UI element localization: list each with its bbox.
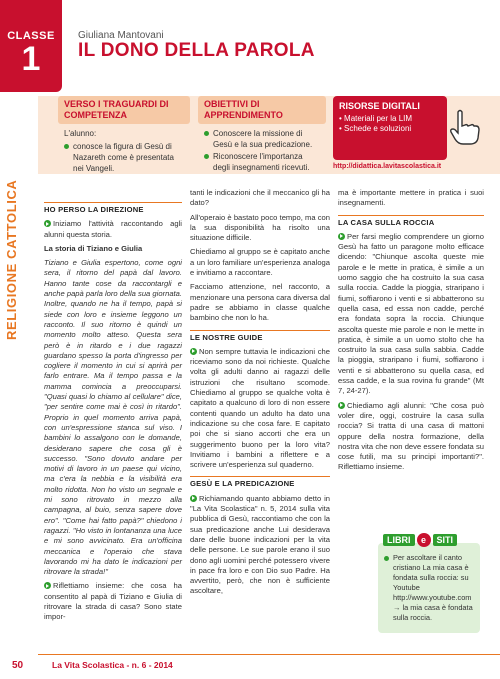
list-item [204, 128, 320, 150]
risorse-digitali-box[interactable] [333, 96, 447, 160]
arrow-icon [190, 348, 197, 355]
paragraph: Non sempre tuttavia le indicazioni che riceviamo sono da noi richieste. Qualche volta gli adulti danno ai ragazzi delle istruzioni che risultano scomode. Chiediamo al gruppo se qualche volta è capitato a qualcuno di loro di non essere contenti quando un adulto ha dato una indicazione su che cosa fare. E capitato poi che si siano accorti che era un suggerimento buono per la loro vita? Invitiamo i bambini a riflettere e a scrivere un'esperienza sul quaderno. [190, 346, 330, 470]
arrow-icon [338, 402, 345, 409]
paragraph: Chiediamo agli alunni: "Che cosa può voler dire, oggi, costruire la casa sulla roccia? Si tratta di una casa di mattoni oppure della nostra formazione, della nostra vita che non deve essere fondata su cose futili, ma su principi importanti?". Riflettiamo insieme. [338, 400, 484, 472]
libri-e-siti-box [378, 543, 480, 633]
page-footer [0, 654, 500, 679]
paragraph: Per farsi meglio comprendere un giorno Gesù ha fatto un paragone molto efficace dicendo: "Chiunque ascolta queste mie parole e le mette in pratica, è simile a un uomo saggio che ha costruito la sua casa sulla roccia. Cadde la pioggia, straripano i fiumi, soffiarono i venti e si abbatterono su quella casa, ed essa non cadde, perché era fondata sopra la roccia. Chiunque ascolta queste mie parole e non le mette in pratica, è simile a un uomo stolto che ha costruito la sua casa sulla sabbia. Cadde la pioggia, straripano i fiumi, soffiarono i venti e si abbatterono su quella casa, ed essa cadde, e la sua rovina fu grande" (Mt 7, 24-27). [338, 231, 484, 396]
section-heading: HO PERSO LA DIREZIONE [44, 202, 182, 215]
obiettivi-heading: OBIETTIVI DI APPRENDIMENTO [198, 96, 326, 124]
traguardi-body [58, 124, 190, 179]
bullet-icon [204, 154, 209, 159]
class-badge [0, 0, 62, 92]
paragraph: Riflettiamo insieme: che cosa ha consentito al papà di Tiziano e Giulia di ritrovare la strada di casa? Sono state impor- [44, 581, 182, 622]
obiettivi-body [198, 124, 326, 178]
obiettivi-item: Riconoscere l'importanza degli insegnamenti ricevuti. [213, 152, 310, 172]
section-heading: LA CASA SULLA ROCCIA [338, 215, 484, 228]
resource-link[interactable]: http://didattica.lavitascolastica.it [333, 163, 442, 170]
risorse-heading: RISORSE DIGITALI [339, 101, 420, 111]
list-item [64, 141, 184, 174]
obiettivi-box [198, 96, 326, 178]
paragraph: ma è importante mettere in pratica i suoi insegnamenti. [338, 188, 484, 208]
class-number: 1 [21, 40, 41, 78]
page-number: 50 [12, 660, 24, 671]
magazine-name: La Vita Scolastica - n. 6 - 2014 [52, 660, 173, 670]
arrow-icon [190, 495, 197, 502]
traguardi-item: conosce la figura di Gesù di Nazareth come è presentata nei Vangeli. [73, 142, 174, 173]
list-item [204, 151, 320, 173]
author: Giuliana Mantovani [78, 30, 164, 41]
class-label: CLASSE [7, 30, 55, 42]
risorse-item: • Schede e soluzioni [339, 124, 412, 133]
arrow-icon [44, 220, 51, 227]
bullet-icon [204, 131, 209, 136]
paragraph: Facciamo attenzione, nel racconto, a menzionare una persona cara diversa dal padre se abbiamo in classe qualche bambino che non lo ha. [190, 282, 330, 323]
section-heading: GESÙ E LA PREDICAZIONE [190, 476, 330, 489]
bullet-icon [64, 144, 69, 149]
traguardi-box [58, 96, 190, 179]
paragraph: tanti le indicazioni che il meccanico gli ha dato? [190, 188, 330, 208]
story-paragraph: Tiziano e Giulia espertono, come ogni sera, il ritorno del papà dal lavoro. Hanno tante cose da raccontargli e anche papà parla loro della sua giornata. Inoltre, quando ne ha il tempo, papà si siede con loro e insieme leggono un racconto. Il suo ritorno è quindi un momento molto atteso. Questa sera però è in ritardo e i due ragazzi guardano spesso la porta d'ingresso per cogliere il momento in cui si aprirà per farlo entrare. Ma il tempo passa e la mamma comincia a preoccuparsi. "Quasi quasi lo chiamo al cellulare" dice, "per sentire come mai è così in ritardo". Proprio in quel momento arriva papà, con un'espressione stanca sul viso. I bambini lo assalgono con le domande, desiderano sapere che cosa gli è successo. "Sono dovuto andare per motivi di lavoro in un paese qui vicino, ma c'era la nebbia e la visibilità era molto ridotta. Non ho visto un segnale e mi sono ritrovato in mezzo alla campagna, al buio, senza sapere dove ero". "Come hai fatto papà?" chiedono i ragazzi. "Ho visto in lontananza una luce e mi sono avvicinato. Era un'officina meccanica e l'operaio che stava lavorando mi ha dato le indicazioni per ritrovare la strada!" [44, 258, 182, 577]
section-heading: LE NOSTRE GUIDE [190, 330, 330, 343]
column-2 [190, 188, 330, 601]
paragraph: Chiediamo al gruppo se è capitato anche a un loro familiare un'esperienza analoga e invitiamo a raccontare. [190, 247, 330, 278]
list-item [384, 553, 474, 623]
libri-e-siti-logo [383, 533, 457, 547]
subsection-heading: La storia di Tiziano e Giulia [44, 243, 143, 253]
paragraph: All'operaio è bastato poco tempo, ma con la sua disponibilità ha risolto una situazione difficile. [190, 212, 330, 243]
page-title: IL DONO DELLA PAROLA [78, 40, 315, 61]
logo-siti: SITI [433, 534, 458, 546]
pointing-hand-icon [448, 108, 482, 146]
paragraph: Iniziamo l'attività raccontando agli alunni questa storia. [44, 219, 182, 239]
section-label-text: RELIGIONE CATTOLICA [4, 179, 19, 340]
traguardi-intro: L'alunno: [64, 129, 97, 138]
arrow-icon [44, 582, 51, 589]
traguardi-heading: VERSO I TRAGUARDI DI COMPETENZA [58, 96, 190, 124]
bullet-icon [384, 556, 389, 561]
column-1 [44, 196, 182, 627]
column-3 [338, 188, 484, 477]
section-label [4, 140, 26, 340]
risorse-item: • Materiali per la LIM [339, 114, 413, 123]
logo-libri: LIBRI [383, 534, 415, 546]
libri-text: Per ascoltare il canto cristiano La mia casa è fondata sulla roccia: su Youtube http://www.youtube.com → la mia casa è fondata sulla roccia. [393, 553, 473, 622]
paragraph: Richiamando quanto abbiamo detto in "La Vita Scolastica" n. 5, 2014 sulla vita pubblica di Gesù, raccontiamo che con la sua predicazione anche Lui desiderava dare delle buone indicazioni per la vita delle persone. Le sue parole erano il suo dono agli uomini perché potessero vivere in pace fra loro e con Dio suo Padre. Ha avvertito, però, che non è sufficiente ascoltare, [190, 493, 330, 596]
arrow-icon [338, 233, 345, 240]
footer-divider [38, 654, 500, 655]
obiettivi-item: Conoscere la missione di Gesù e la sua predicazione. [213, 129, 313, 149]
logo-e: e [417, 533, 431, 547]
